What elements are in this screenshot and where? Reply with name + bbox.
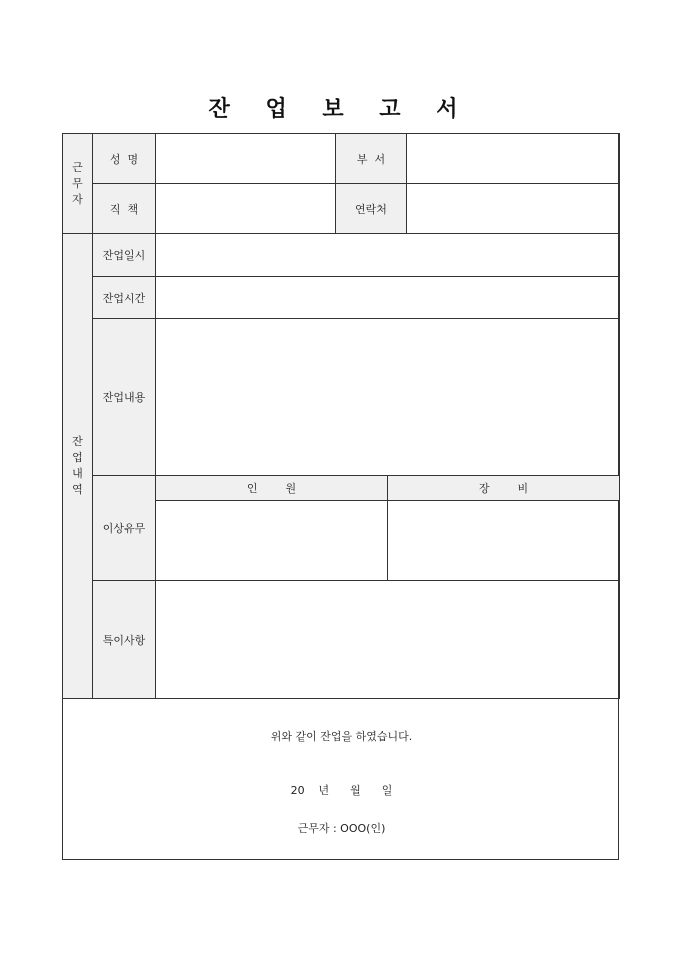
name-label: 성 명 (92, 133, 156, 184)
document-title: 잔 업 보 고 서 (208, 97, 472, 122)
overtime-label-char: 역 (72, 483, 83, 496)
issue-label: 이상유무 (92, 475, 156, 581)
time-label: 잔업시간 (92, 276, 156, 319)
overtime-report-form (62, 133, 619, 860)
worker-section-label (62, 133, 93, 234)
content-label: 잔업내용 (92, 318, 156, 476)
contact-field[interactable] (406, 183, 620, 234)
equipment-header: 장 비 (387, 475, 620, 501)
content-field[interactable] (155, 318, 620, 476)
time-field[interactable] (155, 276, 620, 319)
notes-label: 특이사항 (92, 580, 156, 699)
position-label: 직 책 (92, 183, 156, 234)
worker-label-char: 무 (72, 176, 83, 190)
overtime-label-char: 업 (72, 451, 83, 464)
date-label: 잔업일시 (92, 233, 156, 277)
worker-label-char: 근 (72, 160, 83, 174)
overtime-label-char: 잔 (72, 435, 83, 448)
date-line: 20 년 월 일 (290, 784, 393, 797)
worker-label-char: 자 (72, 192, 83, 206)
dept-field[interactable] (406, 133, 620, 184)
name-field[interactable] (155, 133, 336, 184)
position-field[interactable] (155, 183, 336, 234)
contact-label: 연락처 (335, 183, 407, 234)
dept-label: 부 서 (335, 133, 407, 184)
date-field[interactable] (155, 233, 620, 277)
personnel-field[interactable] (155, 500, 388, 581)
notes-field[interactable] (155, 580, 620, 699)
overtime-label-char: 내 (72, 467, 83, 480)
signature-line: 근무자 : OOO(인) (297, 822, 386, 835)
personnel-header: 인 원 (155, 475, 388, 501)
overtime-section-label (62, 233, 93, 699)
equipment-field[interactable] (387, 500, 620, 581)
statement-text: 위와 같이 잔업을 하였습니다. (270, 730, 413, 743)
